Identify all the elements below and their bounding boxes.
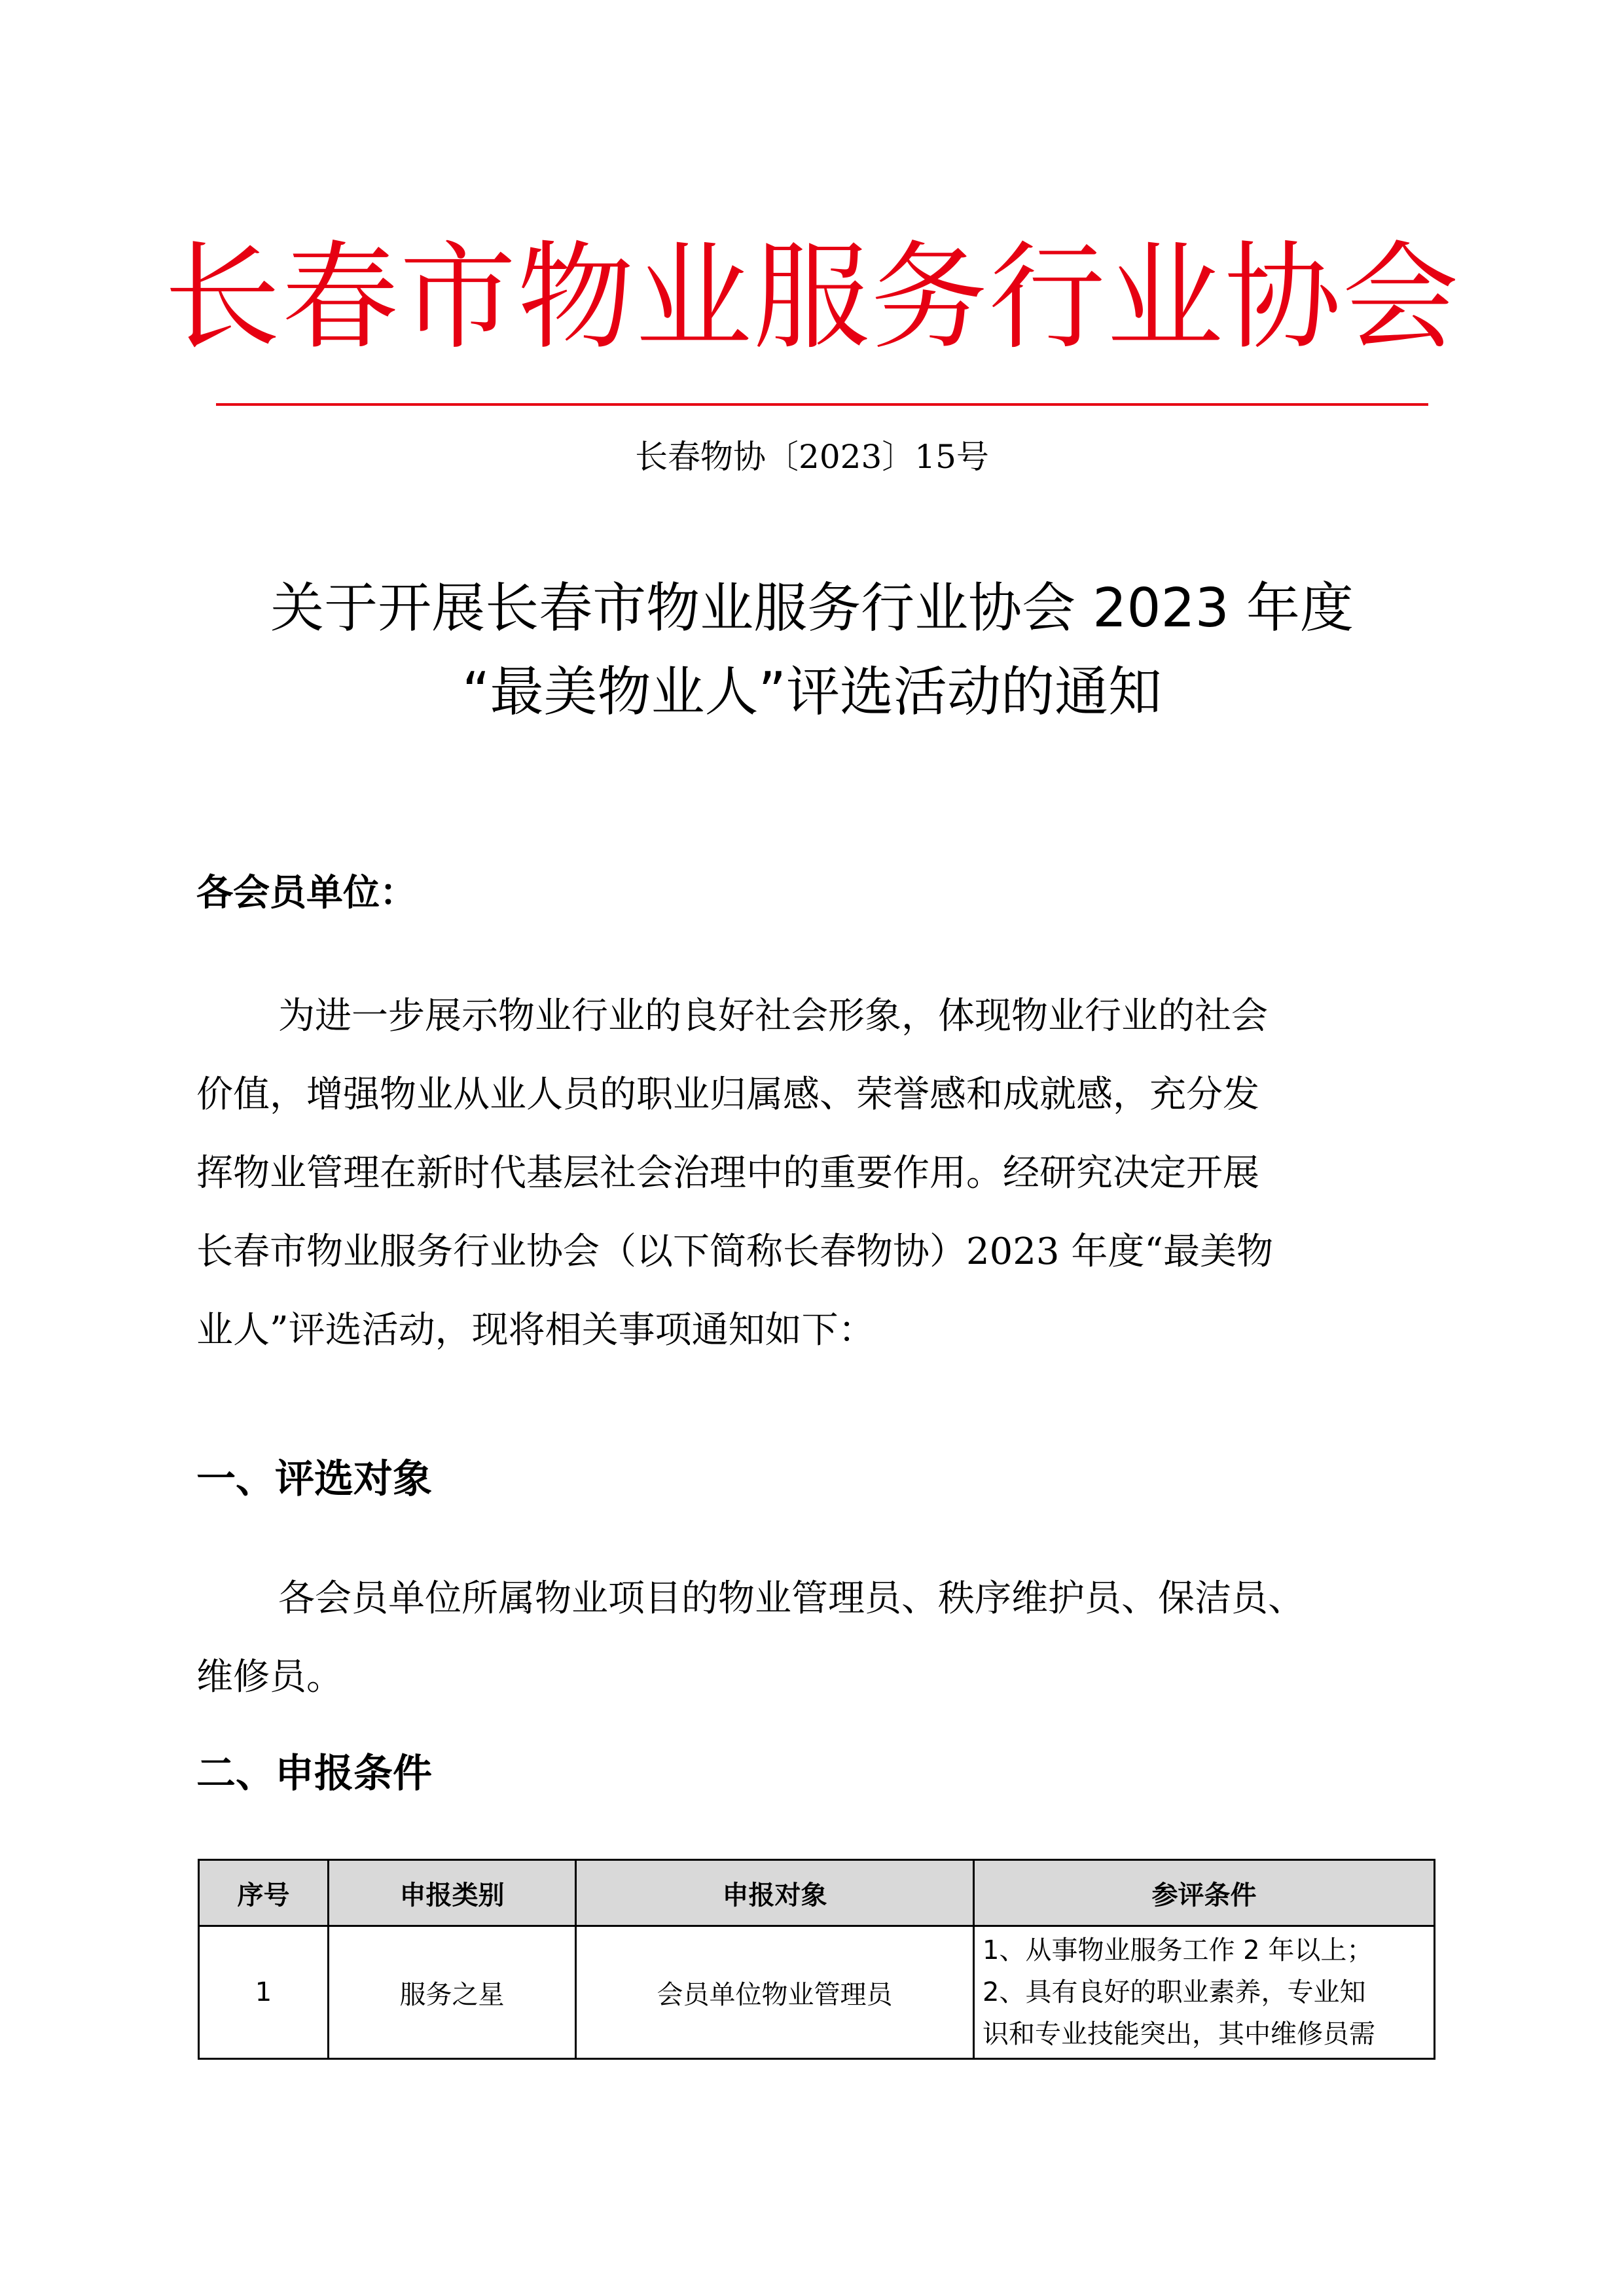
- cell-conditions: [974, 1926, 1435, 2059]
- section1-paragraph-line: 各会员单位所属物业项目的物业管理员、秩序维护员、保洁员、: [278, 1577, 1305, 1620]
- header-divider: [216, 403, 1428, 406]
- table-row: [199, 1926, 1435, 2059]
- condition-line: 1、从事物业服务工作 2 年以上；: [983, 1935, 1373, 1965]
- column-header-number: 序号: [199, 1860, 329, 1926]
- table-header-row: [199, 1860, 1435, 1926]
- column-header-category: 申报类别: [329, 1860, 576, 1926]
- intro-paragraph-line: 价值，增强物业从业人员的职业归属感、荣誉感和成就感，充分发: [196, 1073, 1259, 1116]
- intro-paragraph-line: 挥物业管理在新时代基层社会治理中的重要作用。经研究决定开展: [196, 1152, 1259, 1194]
- column-header-conditions: 参评条件: [974, 1860, 1435, 1926]
- salutation: 各会员单位：: [196, 872, 416, 914]
- column-header-target: 申报对象: [576, 1860, 974, 1926]
- document-title-line-1: 关于开展长春市物业服务行业协会 2023 年度: [270, 577, 1354, 639]
- section1-paragraph-line: 维修员。: [196, 1656, 343, 1698]
- criteria-table: [198, 1859, 1435, 2060]
- organization-header: 长春市物业服务行业协会: [164, 230, 1460, 365]
- intro-paragraph-line: 长春市物业服务行业协会（以下简称长春物协）2023 年度“最美物: [196, 1230, 1273, 1273]
- cell-number: 1: [199, 1926, 329, 2059]
- intro-paragraph-line: 为进一步展示物业行业的良好社会形象，体现物业行业的社会: [278, 995, 1268, 1037]
- intro-paragraph-line: 业人”评选活动，现将相关事项通知如下：: [196, 1309, 875, 1352]
- cell-category: 服务之星: [329, 1926, 576, 2059]
- cell-target: 会员单位物业管理员: [576, 1926, 974, 2059]
- document-number: 长春物协〔2023〕15号: [635, 438, 989, 476]
- section-heading-evaluation-targets: 一、评选对象: [196, 1456, 432, 1502]
- condition-line: 2、具有良好的职业素养，专业知: [983, 1977, 1366, 2007]
- document-title-line-2: “最美物业人”评选活动的通知: [462, 661, 1162, 723]
- section-heading-application-conditions: 二、申报条件: [196, 1751, 432, 1797]
- condition-line: 识和专业技能突出，其中维修员需: [983, 2019, 1375, 2049]
